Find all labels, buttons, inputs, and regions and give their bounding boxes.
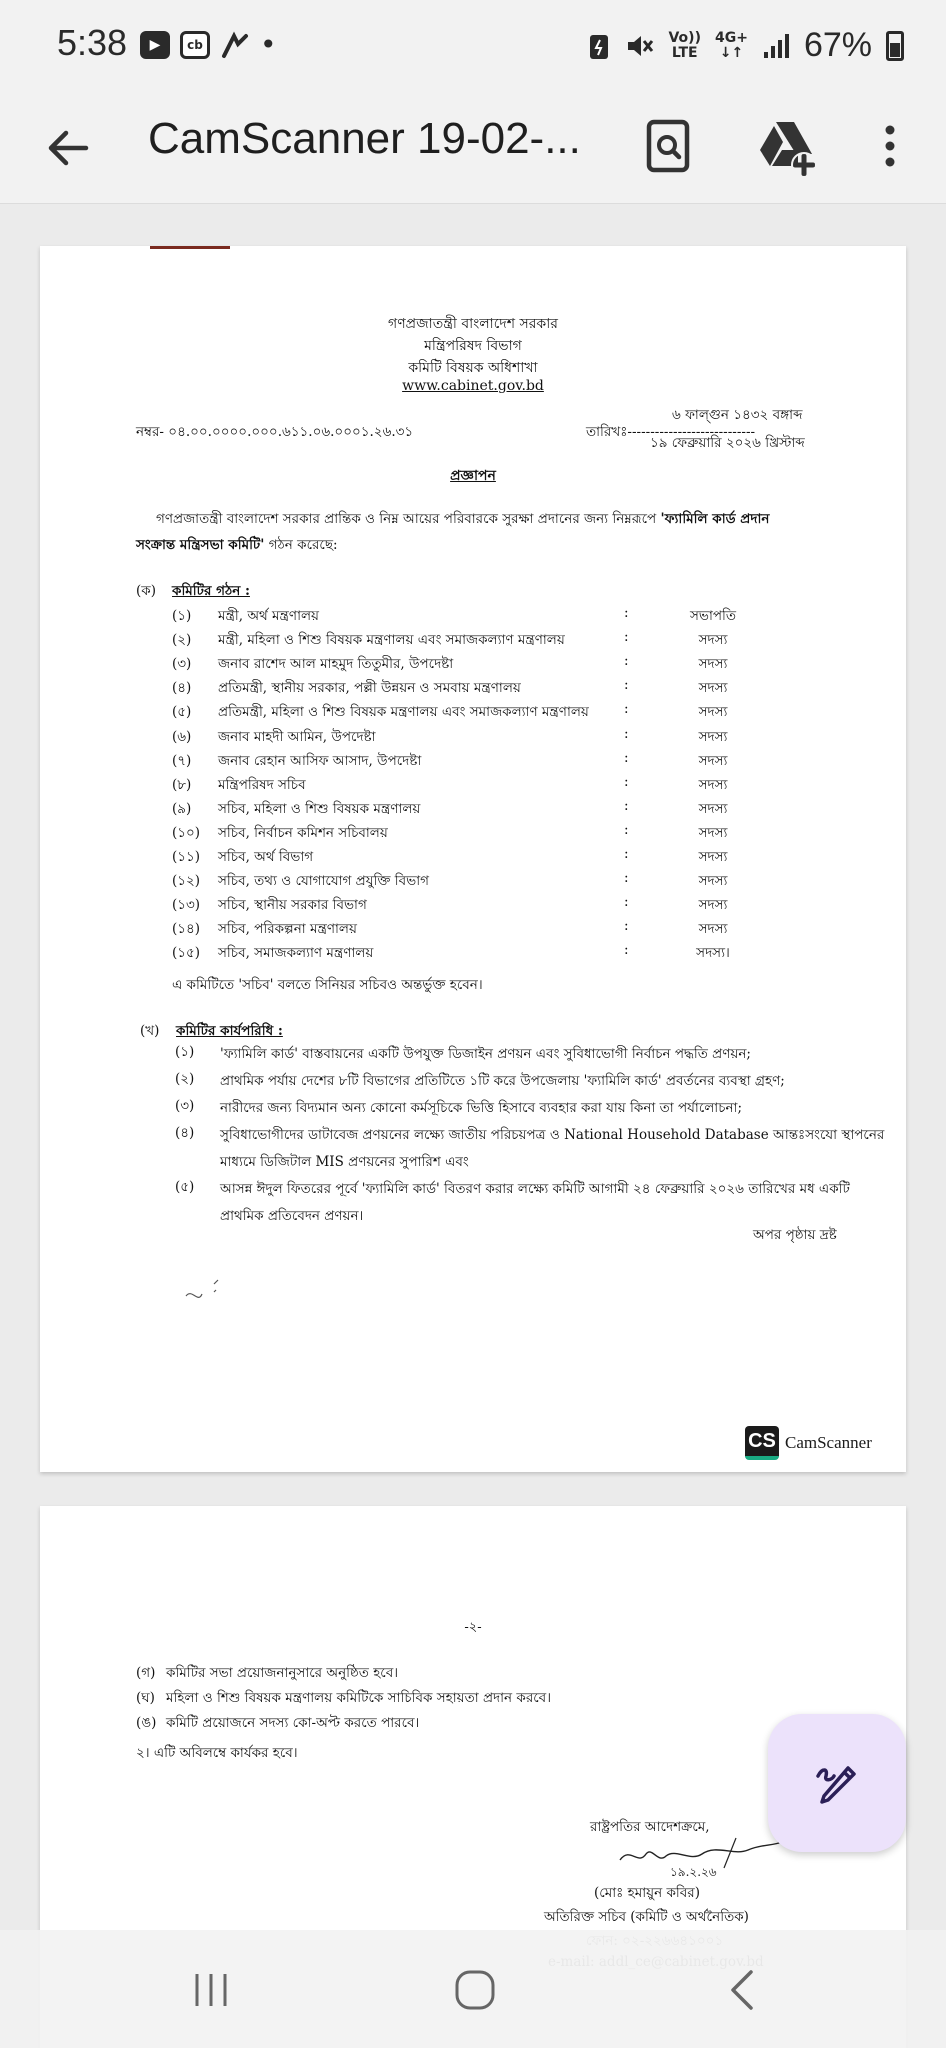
more-vert-icon[interactable]: [858, 114, 922, 178]
battery-saver-icon: [588, 31, 610, 61]
intro-text-1: গণপ্রজাতন্ত্রী বাংলাদেশ সরকার প্রান্তিক ও নিম্ন আয়ের পরিবারকে সুরক্ষা প্রদানের জন্য নিম্নরূপে: [156, 511, 661, 527]
member-colon: :: [624, 821, 629, 838]
member-role: সদস্য: [698, 656, 728, 673]
member-row: [40, 677, 906, 701]
data-top: 4G+: [714, 29, 748, 46]
member-num: (৮): [172, 776, 192, 793]
member-role: সদস্য: [698, 800, 728, 817]
recents-button[interactable]: [176, 1960, 246, 2020]
notification-icons: [140, 30, 277, 60]
member-row: [40, 774, 906, 798]
member-colon: :: [624, 749, 629, 766]
member-colon: :: [624, 629, 629, 646]
member-role: সদস্য: [698, 776, 728, 793]
document-page-1[interactable]: [40, 246, 906, 1472]
member-colon: :: [624, 942, 629, 959]
member-colon: :: [624, 653, 629, 670]
system-icons: [588, 26, 904, 65]
website-link: www.cabinet.gov.bd: [402, 378, 544, 394]
mute-icon: [624, 31, 654, 61]
signal-strength-icon: [762, 32, 790, 60]
initial-mark: [180, 1274, 230, 1314]
member-row: [40, 942, 906, 966]
member-row: [40, 894, 906, 918]
volte-indicator: [668, 31, 700, 61]
intro-text-2: গঠন করেছে:: [264, 537, 338, 553]
home-button[interactable]: [440, 1960, 510, 2020]
member-role: সদস্য: [698, 704, 728, 721]
section-b-title: কমিটির কার্যপরিধি :: [176, 1023, 283, 1039]
task-num: (১): [175, 1044, 195, 1060]
member-row: [40, 798, 906, 822]
status-bar: [0, 0, 946, 92]
member-text: জনাব রেহান আসিফ আসাদ, উপদেষ্টা: [218, 752, 422, 769]
member-row: [40, 653, 906, 677]
branch-name: কমিটি বিষয়ক অধিশাখা: [408, 360, 538, 376]
document-title: CamScanner 19-02-...: [148, 114, 581, 163]
member-num: (১৫): [172, 945, 201, 962]
recents-icon: [191, 1972, 231, 2008]
volte-top: Vo)): [668, 29, 701, 46]
item-ng-text: কমিটি প্রয়োজনে সদস্য কো-অপ্ট করতে পারবে।: [166, 1715, 420, 1731]
item-gh-text: মহিলা ও শিশু বিষয়ক মন্ত্রণালয় কমিটিকে সাচিবিক সহায়তা প্রদান করবে।: [166, 1690, 552, 1706]
member-colon: :: [624, 773, 629, 790]
member-num: (১১): [172, 849, 201, 865]
member-role: সদস্য: [698, 752, 728, 769]
chevron-left-icon: [725, 1968, 761, 2012]
signature-date: ১৯.২.২৬: [670, 1865, 717, 1879]
back-nav-button[interactable]: [708, 1960, 778, 2020]
task-text: প্রাথমিক পর্যায় দেশের ৮টি বিভাগের প্রতিটিতে ১টি করে উপজেলায় 'ফ্যামিলি কার্ড' প্রবর্তনের ব্যবস্থা গ্রহণ;: [220, 1073, 785, 1089]
member-num: (১০): [172, 824, 201, 841]
member-role: সদস্য: [698, 849, 728, 865]
member-text: সচিব, তথ্য ও যোগাযোগ প্রযুক্তি বিভাগ: [218, 873, 429, 890]
member-row: [40, 629, 906, 653]
member-role: সদস্য: [698, 680, 728, 697]
member-role: সদস্য: [698, 897, 728, 914]
task-text: সুবিধাভোগীদের ডাটাবেজ প্রণয়নের লক্ষ্যে জাতীয় পরিচয়পত্র ও National Household Database আন্তঃসংযো স্থাপনের মাধ্যমে ডিজিটাল MIS প্রণয়নের সুপারিশ এবং: [220, 1127, 885, 1170]
intro-bold-2: সংক্রান্ত মন্ত্রিসভা কমিটি': [136, 537, 265, 553]
member-num: (৬): [172, 728, 192, 745]
section-a-label: (ক): [136, 583, 156, 599]
member-row: [40, 822, 906, 846]
member-colon: :: [624, 797, 629, 814]
member-colon: :: [624, 846, 629, 862]
member-text: সচিব, পরিকল্পনা মন্ত্রণালয়: [218, 921, 357, 938]
member-role: সদস্য: [698, 728, 728, 745]
member-text: সচিব, স্থানীয় সরকার বিভাগ: [218, 897, 367, 914]
task-text: নারীদের জন্য বিদ্যমান অন্য কোনো কর্মসূচিকে ভিত্তি হিসাবে ব্যবহার করা যায় কিনা তা পর্যালোচনা;: [220, 1100, 743, 1116]
section-b-label: (খ): [140, 1023, 160, 1039]
member-role: সদস্য।: [696, 945, 730, 962]
member-num: (৪): [172, 680, 192, 697]
member-text: প্রতিমন্ত্রী, স্থানীয় সরকার, পল্লী উন্নয়ন ও সমবায় মন্ত্রণালয়: [218, 680, 521, 697]
volte-bottom: LTE: [671, 44, 698, 61]
google-drive-add-icon[interactable]: [754, 114, 818, 178]
member-row: [40, 726, 906, 750]
member-role: সদস্য: [698, 873, 728, 890]
arrow-left-icon[interactable]: [40, 120, 96, 176]
task-num: (৩): [175, 1098, 195, 1114]
status-time: 5:38: [57, 22, 128, 63]
battery-icon: [886, 31, 904, 61]
member-colon: :: [624, 870, 629, 887]
battery-percent: 67%: [803, 26, 872, 64]
date-english: ১৯ ফেব্রুয়ারি ২০২৬ খ্রিস্টাব্দ: [650, 435, 805, 451]
division-name: মন্ত্রিপরিষদ বিভাগ: [424, 338, 522, 354]
document-search-icon[interactable]: [636, 114, 700, 178]
member-num: (৭): [172, 752, 192, 769]
home-icon: [453, 1968, 497, 2012]
task-num: (৫): [175, 1179, 195, 1195]
intro-line-1: [156, 508, 769, 531]
signatory-title: অতিরিক্ত সচিব (কমিটি ও অর্থনৈতিক): [544, 1909, 749, 1925]
member-text: মন্ত্রিপরিষদ সচিব: [218, 776, 306, 793]
member-row: [40, 605, 906, 629]
task-text: 'ফ্যামিলি কার্ড' বাস্তবায়নের একটি উপযুক্ত ডিজাইন প্রণয়ন এবং সুবিধাভোগী নির্বাচন পদ্ধতি প্রণয়ন;: [220, 1046, 751, 1062]
navigation-bar: [0, 1930, 946, 2048]
data-indicator: [715, 31, 748, 61]
member-row: [40, 870, 906, 894]
member-text: মন্ত্রী, অর্থ মন্ত্রণালয়: [218, 608, 320, 624]
data-bottom: ↓↑: [719, 44, 744, 61]
edit-pen-icon: [810, 1756, 864, 1810]
app-bar: [0, 92, 946, 204]
member-row: [40, 701, 906, 725]
member-text: প্রতিমন্ত্রী, মহিলা ও শিশু বিষয়ক মন্ত্রণালয় এবং সমাজকল্যাণ মন্ত্রণালয়: [218, 704, 589, 721]
page-number: -২-: [464, 1620, 482, 1635]
member-colon: :: [624, 605, 629, 621]
member-row: [40, 750, 906, 774]
member-text: সচিব, মহিলা ও শিশু বিষয়ক মন্ত্রণালয়: [218, 800, 421, 817]
order-line: রাষ্ট্রপতির আদেশক্রমে,: [590, 1819, 710, 1835]
camscanner-logo: CS: [745, 1426, 779, 1460]
member-text: সচিব, নির্বাচন কমিশন সচিবালয়: [218, 824, 388, 841]
task-text: আসন্ন ঈদুল ফিতরের পূর্বে 'ফ্যামিলি কার্ড' বিতরণ করার লক্ষ্যে কমিটি আগামী ২৪ ফেব্রুয়ারি ২০২৬ তারিখের মধ একটি প্রাথমিক প্রতিবেদন প্রণয়ন।: [220, 1181, 850, 1224]
member-text: মন্ত্রী, মহিলা ও শিশু বিষয়ক মন্ত্রণালয় এবং সমাজকল্যাণ মন্ত্রণালয়: [218, 632, 565, 649]
dot-icon: •: [260, 28, 277, 61]
signal-app-icon: [220, 30, 250, 60]
effect-line: ২। এটি অবিলম্বে কার্যকর হবে।: [136, 1745, 298, 1761]
member-row: [40, 846, 906, 870]
gov-name: গণপ্রজাতন্ত্রী বাংলাদেশ সরকার: [388, 316, 558, 332]
edit-fab[interactable]: [768, 1714, 906, 1852]
member-num: (১৩): [172, 897, 201, 914]
date-bangla: ৬ ফাল্গুন ১৪৩২ বঙ্গাব্দ: [672, 407, 803, 423]
member-text: সচিব, অর্থ বিভাগ: [218, 849, 314, 865]
camscanner-watermark: [745, 1426, 872, 1460]
member-text: জনাব রাশেদ আল মাহমুদ তিতুমীর, উপদেষ্টা: [218, 656, 454, 673]
member-num: (৯): [172, 800, 192, 817]
item-g-label: (গ): [136, 1665, 156, 1681]
member-role: সদস্য: [698, 632, 728, 649]
section-a-title: কমিটির গঠন :: [172, 583, 250, 599]
member-text: জনাব মাহদী আমিন, উপদেষ্টা: [218, 728, 376, 745]
notification-heading: প্রজ্ঞাপন: [450, 468, 496, 484]
cb-app-icon: cb: [180, 31, 210, 59]
task-num: (২): [175, 1071, 195, 1087]
date-label: তারিখঃ----------------------------: [586, 424, 756, 440]
youtube-icon: ▶: [140, 31, 170, 59]
signatory-name: (মোঃ হমায়ুন কবির): [594, 1885, 700, 1901]
member-colon: :: [624, 894, 629, 911]
member-num: (১৪): [172, 921, 201, 938]
camscanner-text: CamScanner: [785, 1433, 872, 1452]
memo-number: নম্বর- ০৪.০০.০০০০.০০০.৬১১.০৬.০০০১.২৬.৩১: [136, 424, 414, 440]
member-colon: :: [624, 677, 629, 694]
member-colon: :: [624, 725, 629, 742]
secretary-note: এ কমিটিতে 'সচিব' বলতে সিনিয়র সচিবও অন্তর্ভুক্ত হবেন।: [172, 977, 483, 993]
member-role: সভাপতি: [689, 608, 737, 624]
member-role: সদস্য: [698, 921, 728, 938]
member-num: (২): [172, 632, 192, 649]
continued-note: অপর পৃষ্ঠায় দ্রষ্ট: [753, 1227, 837, 1243]
member-num: (৩): [172, 656, 192, 673]
member-num: (১২): [172, 873, 201, 890]
item-g-text: কমিটির সভা প্রয়োজনানুসারে অনুষ্ঠিত হবে।: [166, 1665, 399, 1681]
member-colon: :: [624, 918, 629, 935]
item-ng-label: (ঙ): [136, 1715, 157, 1731]
member-colon: :: [624, 701, 629, 718]
member-text: সচিব, সমাজকল্যাণ মন্ত্রণালয়: [218, 945, 374, 962]
member-num: (১): [172, 608, 192, 624]
item-gh-label: (ঘ): [136, 1690, 155, 1706]
scan-edge-mark: [150, 246, 230, 249]
member-num: (৫): [172, 704, 192, 721]
member-row: [40, 918, 906, 942]
task-num: (৪): [175, 1125, 195, 1141]
intro-bold-1: 'ফ্যামিলি কার্ড প্রদান: [660, 511, 770, 527]
member-role: সদস্য: [698, 824, 728, 841]
intro-line-2: [136, 534, 338, 557]
